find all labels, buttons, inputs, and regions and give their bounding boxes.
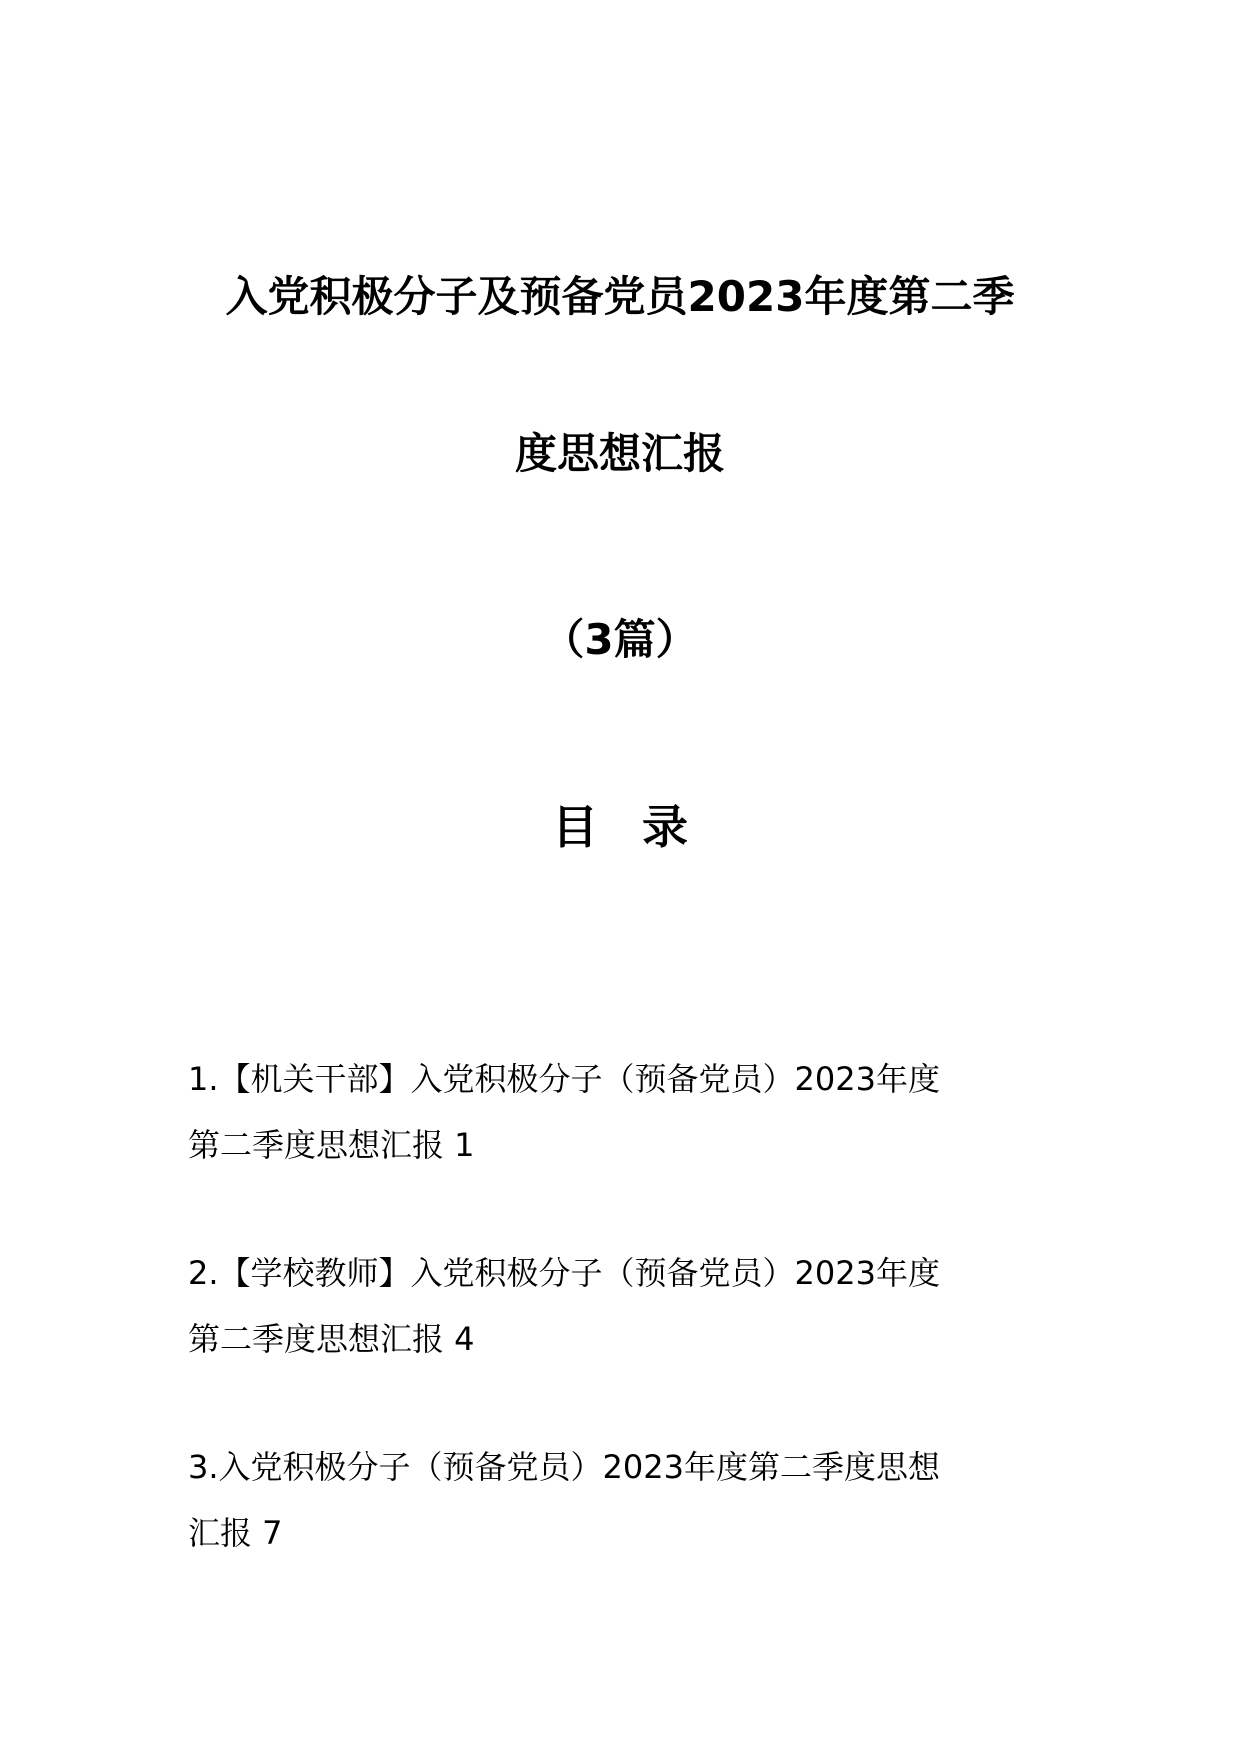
article-count: （3篇） xyxy=(542,615,698,664)
document-title-line-1: 入党积极分子及预备党员2023年度第二季 xyxy=(225,272,1015,321)
document-title-line-2: 度思想汇报 xyxy=(514,429,725,478)
toc-item-text-continued: 第二季度思想汇报 4 xyxy=(188,1320,475,1358)
toc-item-text: 2.【学校教师】入党积极分子（预备党员）2023年度 xyxy=(188,1254,940,1292)
toc-item-text: 1.【机关干部】入党积极分子（预备党员）2023年度 xyxy=(188,1060,940,1098)
toc-heading xyxy=(0,795,1240,859)
toc-item-1[interactable] xyxy=(188,1046,988,1178)
toc-item-3[interactable] xyxy=(188,1434,988,1566)
toc-item-text-continued: 汇报 7 xyxy=(188,1514,283,1552)
toc-item-text: 3.入党积极分子（预备党员）2023年度第二季度思想 xyxy=(188,1448,940,1486)
toc-item-2[interactable] xyxy=(188,1240,988,1372)
toc-heading-char: 录 xyxy=(642,800,688,854)
toc-item-text-continued: 第二季度思想汇报 1 xyxy=(188,1126,475,1164)
toc-heading-char: 目 xyxy=(552,800,598,854)
